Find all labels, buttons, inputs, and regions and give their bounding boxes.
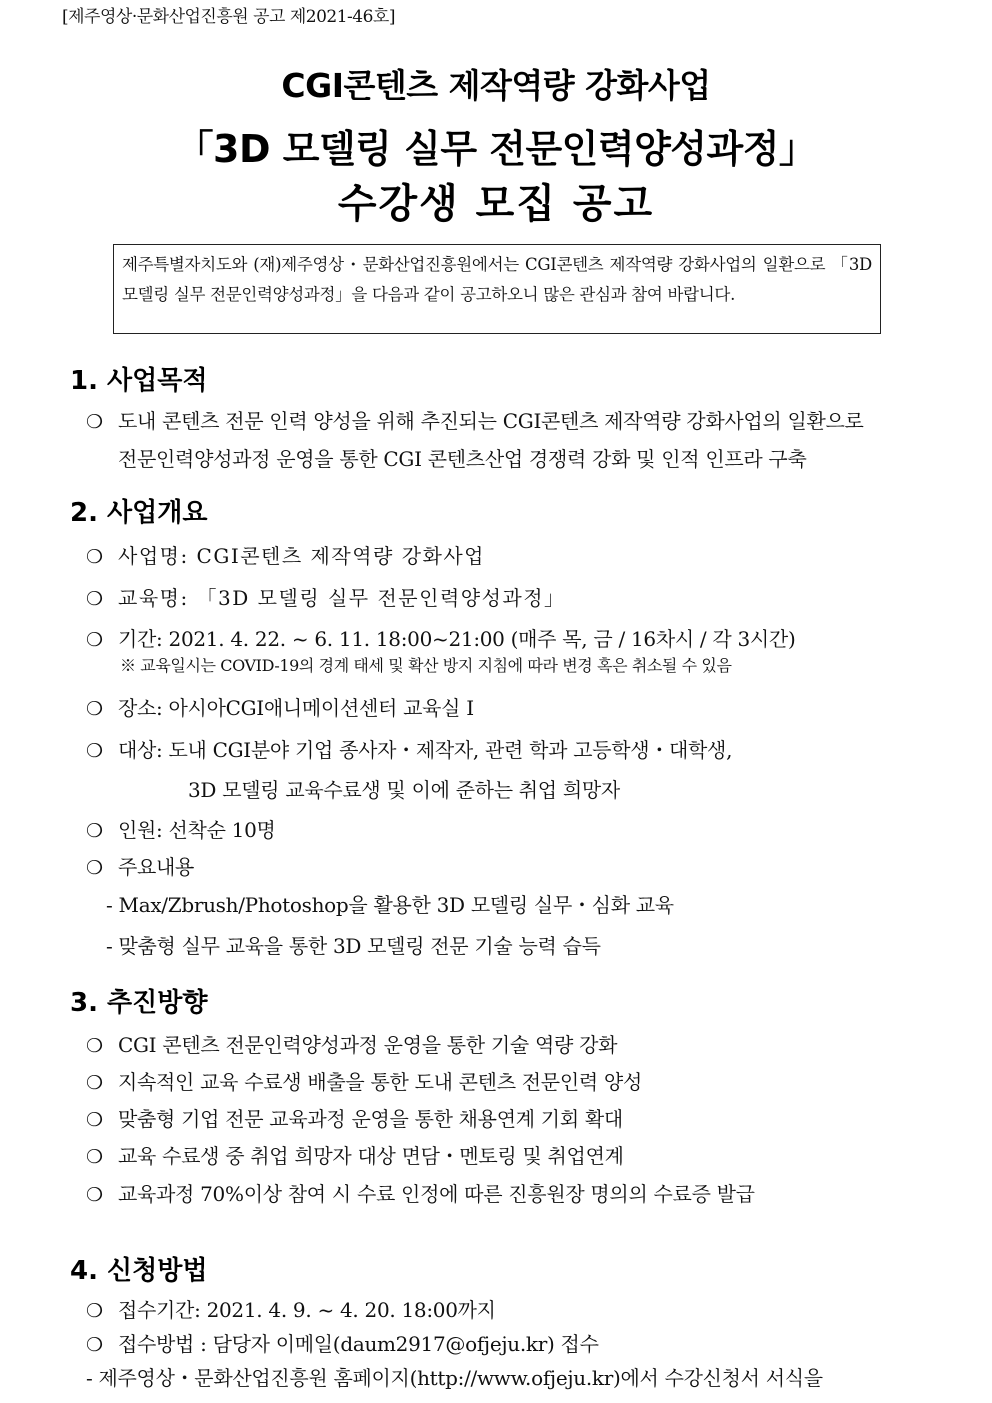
- overview-target-continued: 3D 모델링 교육수료생 및 이에 준하는 취업 희망자: [188, 778, 620, 802]
- intro-box: 제주특별자치도와 (재)제주영상・문화산업진흥원에서는 CGI콘텐츠 제작역량 강화사업의 일환으로 「3D 모델링 실무 전문인력양성과정」을 다음과 같이 공고하오니 많은 관심과 참여 바랍니다.: [113, 244, 881, 334]
- application-homepage: - 제주영상・문화산업진흥원 홈페이지(http://www.ofjeju.kr)에서 수강신청서 서식을: [86, 1366, 823, 1390]
- bullet-icon: ❍: [86, 629, 103, 651]
- notice-number: [제주영상·문화산업진흥원 공고 제2021-46호]: [62, 7, 395, 27]
- overview-target: ❍ 대상: 도내 CGI분야 기업 종사자・제작자, 관련 학과 고등학생・대학생,: [86, 738, 733, 762]
- overview-project-name: ❍ 사업명: CGI콘텐츠 제작역량 강화사업: [86, 544, 485, 568]
- direction-item: ❍ 맞춤형 기업 전문 교육과정 운영을 통한 채용연계 기회 확대: [86, 1107, 623, 1131]
- bullet-icon: ❍: [86, 740, 103, 762]
- bullet-icon: ❍: [86, 1300, 103, 1322]
- bullet-icon: ❍: [86, 1035, 103, 1057]
- bullet-icon: ❍: [86, 1146, 103, 1168]
- bullet-icon: ❍: [86, 1184, 103, 1206]
- direction-item: ❍ 지속적인 교육 수료생 배출을 통한 도내 콘텐츠 전문인력 양성: [86, 1070, 642, 1094]
- overview-course-name: ❍ 교육명: 「3D 모델링 실무 전문인력양성과정」: [86, 586, 566, 610]
- bullet-icon: ❍: [86, 588, 105, 610]
- bullet-icon: ❍: [86, 1072, 103, 1094]
- section-heading-overview: 2. 사업개요: [70, 498, 208, 528]
- bullet-icon: ❍: [86, 411, 103, 433]
- overview-content-item: - 맞춤형 실무 교육을 통한 3D 모델링 전문 기술 능력 습득: [106, 934, 601, 958]
- application-period: ❍ 접수기간: 2021. 4. 9. ~ 4. 20. 18:00까지: [86, 1298, 496, 1322]
- direction-item: ❍ CGI 콘텐츠 전문인력양성과정 운영을 통한 기술 역량 강화: [86, 1033, 618, 1057]
- bullet-icon: ❍: [86, 546, 105, 568]
- purpose-item: ❍ 도내 콘텐츠 전문 인력 양성을 위해 추진되는 CGI콘텐츠 제작역량 강화사업의 일환으로: [86, 409, 864, 433]
- section-heading-direction: 3. 추진방향: [70, 988, 208, 1018]
- bullet-icon: ❍: [86, 820, 103, 842]
- title-course: 「3D 모델링 실무 전문인력양성과정」: [175, 127, 817, 171]
- overview-content-item: - Max/Zbrush/Photoshop을 활용한 3D 모델링 실무・심화 교육: [106, 893, 674, 917]
- title-program: CGI콘텐츠 제작역량 강화사업: [281, 66, 711, 105]
- overview-period-note: ※ 교육일시는 COVID-19의 경계 태세 및 확산 방지 지침에 따라 변경 혹은 취소될 수 있음: [120, 656, 732, 675]
- overview-place: ❍ 장소: 아시아CGI애니메이션센터 교육실 I: [86, 696, 474, 720]
- section-heading-application: 4. 신청방법: [70, 1256, 208, 1286]
- application-method: ❍ 접수방법 : 담당자 이메일(daum2917@ofjeju.kr) 접수: [86, 1332, 599, 1356]
- overview-period: ❍ 기간: 2021. 4. 22. ~ 6. 11. 18:00~21:00 (매주 목, 금 / 16차시 / 각 3시간): [86, 627, 796, 651]
- bullet-icon: ❍: [86, 1334, 103, 1356]
- overview-headcount: ❍ 인원: 선착순 10명: [86, 818, 276, 842]
- direction-item: ❍ 교육과정 70%이상 참여 시 수료 인정에 따른 진흥원장 명의의 수료증 발급: [86, 1182, 755, 1206]
- title-recruitment: 수강생 모집 공고: [337, 181, 655, 227]
- direction-item: ❍ 교육 수료생 중 취업 희망자 대상 면담・멘토링 및 취업연계: [86, 1144, 624, 1168]
- purpose-item-continued: 전문인력양성과정 운영을 통한 CGI 콘텐츠산업 경쟁력 강화 및 인적 인프라 구축: [118, 447, 807, 471]
- bullet-icon: ❍: [86, 1109, 103, 1131]
- overview-contents-label: ❍ 주요내용: [86, 855, 195, 879]
- section-heading-purpose: 1. 사업목적: [70, 366, 208, 396]
- bullet-icon: ❍: [86, 698, 103, 720]
- bullet-icon: ❍: [86, 857, 103, 879]
